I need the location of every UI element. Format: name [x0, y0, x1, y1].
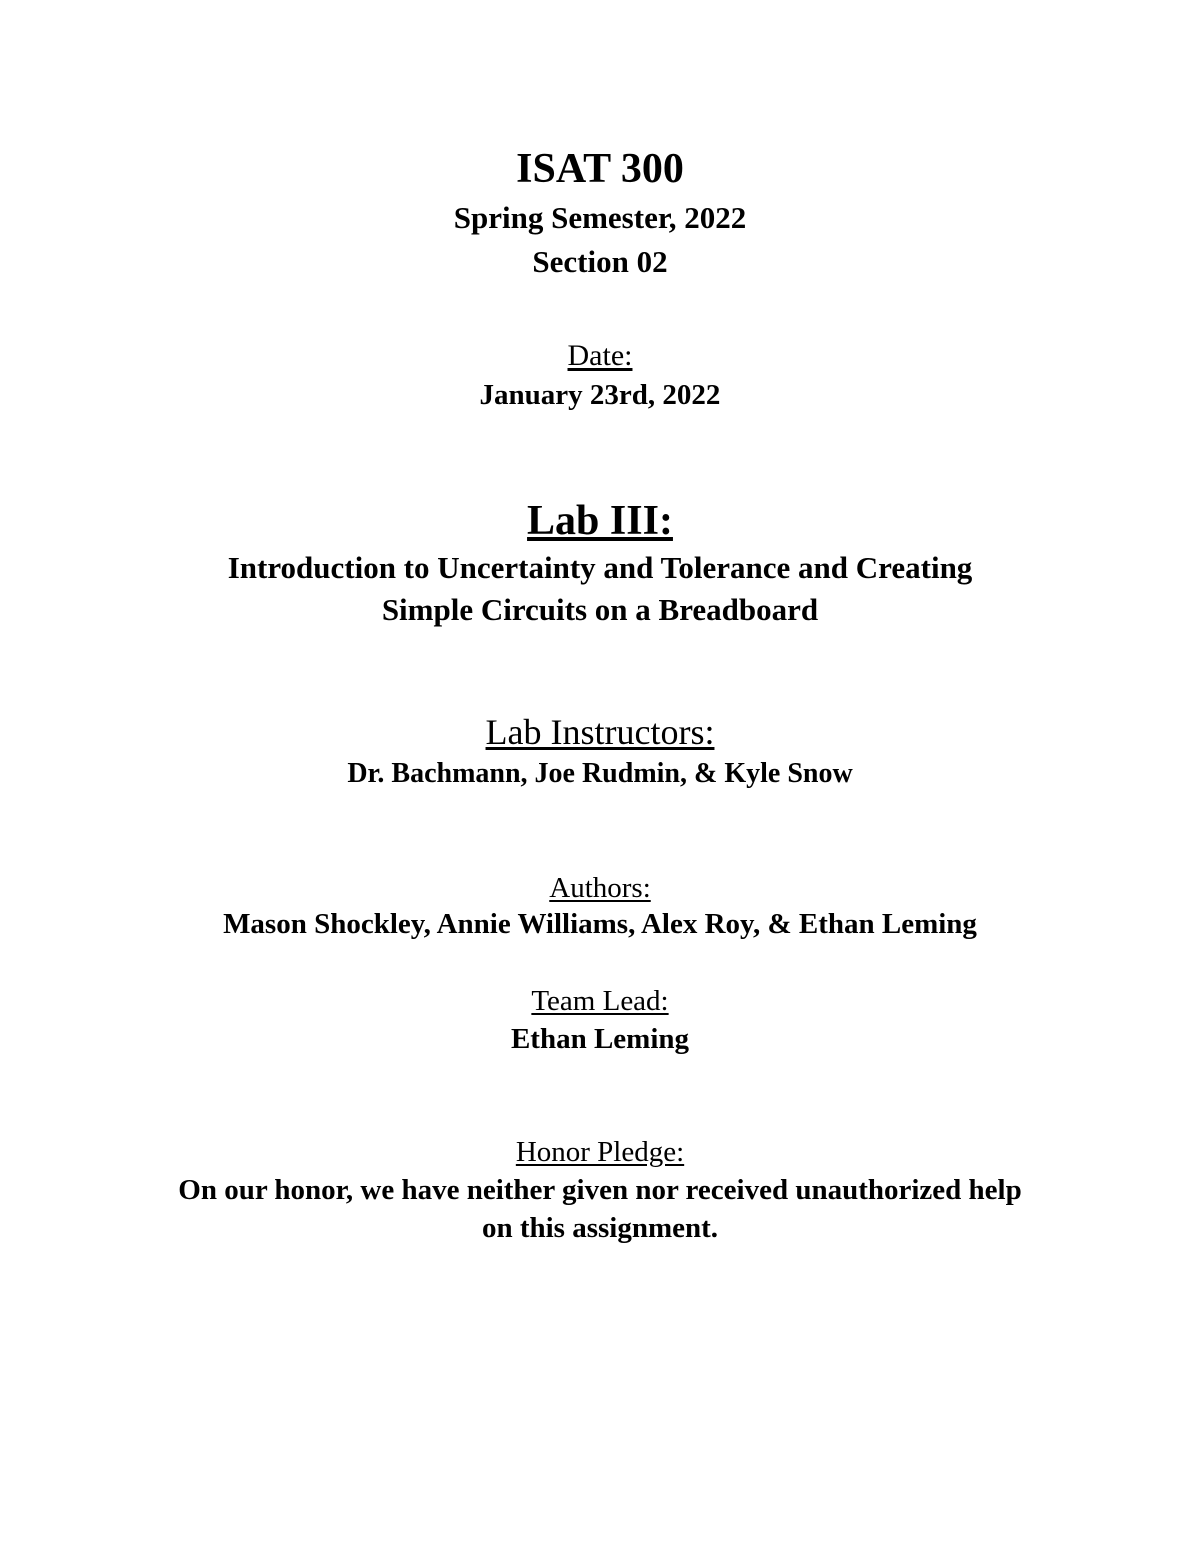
- semester: Spring Semester, 2022: [453, 200, 747, 235]
- team-lead-value: Ethan Leming: [510, 1023, 690, 1055]
- section-number: Section 02: [532, 244, 668, 279]
- lab-title: Lab III:: [527, 498, 673, 544]
- date-label: Date:: [567, 339, 633, 372]
- instructors-label: Lab Instructors:: [485, 712, 715, 752]
- lab-subtitle-line-2: Simple Circuits on a Breadboard: [381, 592, 819, 627]
- course-title: ISAT 300: [516, 146, 684, 192]
- team-lead-label: Team Lead:: [531, 985, 669, 1017]
- honor-pledge-label: Honor Pledge:: [515, 1136, 685, 1168]
- instructors-value: Dr. Bachmann, Joe Rudmin, & Kyle Snow: [347, 758, 853, 789]
- date-value: January 23rd, 2022: [479, 379, 721, 411]
- honor-pledge-line-1: On our honor, we have neither given nor received unauthorized help: [178, 1174, 1022, 1206]
- lab-subtitle-line-1: Introduction to Uncertainty and Tolerance and Creating: [227, 550, 973, 585]
- honor-pledge-line-2: on this assignment.: [481, 1212, 719, 1244]
- authors-value: Mason Shockley, Annie Williams, Alex Roy, & Ethan Leming: [223, 908, 977, 940]
- authors-label: Authors:: [549, 872, 651, 904]
